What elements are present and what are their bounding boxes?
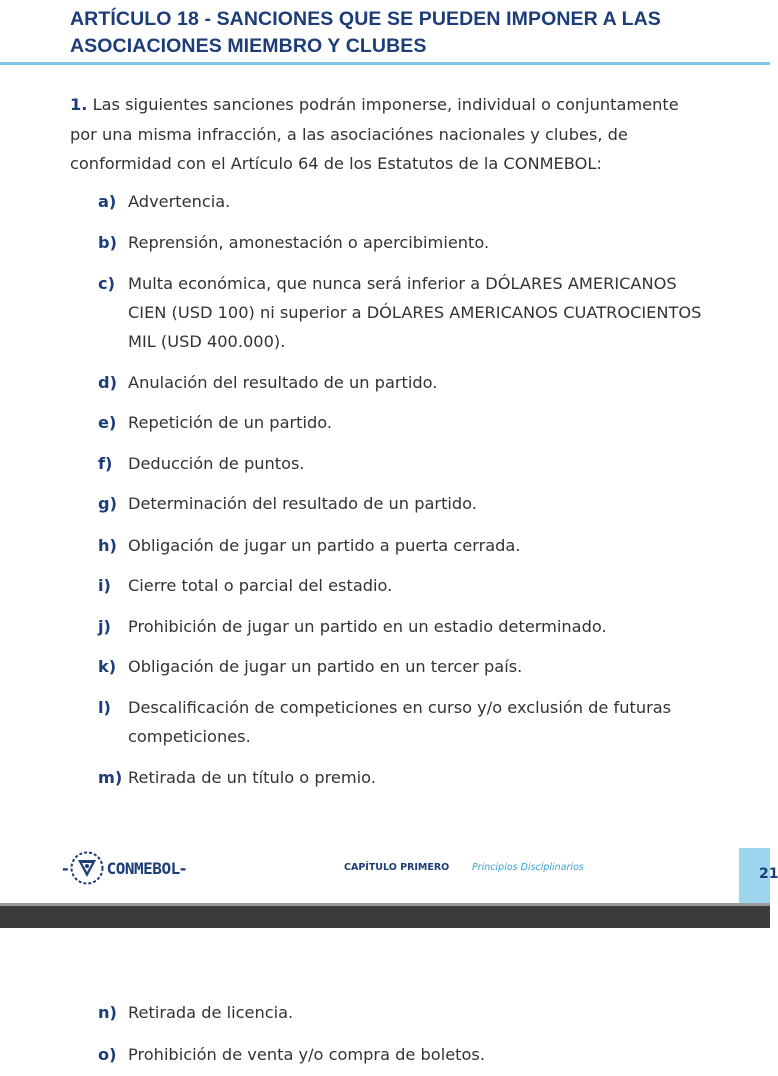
intro-line-1: Las siguientes sanciones podrán imponerse, individual o conjuntamente bbox=[92, 95, 679, 114]
paragraph-number: 1. bbox=[70, 95, 88, 114]
item-letter: o) bbox=[98, 1045, 117, 1064]
page-footer bbox=[0, 840, 778, 910]
item-text: Prohibición de venta y/o compra de boletos. bbox=[128, 1045, 486, 1064]
conmebol-logo-text: CONMEBOL bbox=[106, 858, 180, 878]
item-text: Retirada de un título o premio. bbox=[128, 768, 376, 787]
article-heading-line-2: ASOCIACIONES MIEMBRO Y CLUBES bbox=[70, 35, 427, 57]
item-text: Cierre total o parcial del estadio. bbox=[128, 576, 393, 595]
item-letter: l) bbox=[98, 698, 111, 717]
page-break-bar bbox=[0, 906, 770, 928]
item-text: CIEN (USD 100) ni superior a DÓLARES AMERICANOS CUATROCIENTOS bbox=[128, 303, 702, 322]
item-text: MIL (USD 400.000). bbox=[128, 332, 286, 351]
item-text: competiciones. bbox=[128, 727, 251, 746]
item-text: Retirada de licencia. bbox=[128, 1003, 294, 1022]
page-number-tab bbox=[739, 848, 778, 908]
item-text: Deducción de puntos. bbox=[128, 454, 305, 473]
item-text: Obligación de jugar un partido a puerta cerrada. bbox=[128, 536, 521, 555]
item-text: Obligación de jugar un partido en un tercer país. bbox=[128, 657, 523, 676]
item-letter: f) bbox=[98, 454, 113, 473]
conmebol-emblem-icon bbox=[69, 850, 105, 886]
item-letter: h) bbox=[98, 536, 117, 555]
page-number: 21 bbox=[759, 866, 778, 882]
item-text: Multa económica, que nunca será inferior a DÓLARES AMERICANOS bbox=[128, 274, 677, 293]
item-letter: m) bbox=[98, 768, 123, 787]
item-text: Determinación del resultado de un partido. bbox=[128, 494, 477, 513]
intro-paragraph bbox=[70, 90, 770, 179]
footer-section: Principios Disciplinarios bbox=[472, 862, 584, 873]
item-text: Descalificación de competiciones en curso y/o exclusión de futuras bbox=[128, 698, 672, 717]
item-text: Repetición de un partido. bbox=[128, 413, 333, 432]
item-letter: i) bbox=[98, 576, 111, 595]
item-letter: k) bbox=[98, 657, 117, 676]
item-text: Advertencia. bbox=[128, 192, 231, 211]
item-letter: d) bbox=[98, 373, 117, 392]
footer-chapter: CAPÍTULO PRIMERO bbox=[344, 862, 450, 873]
item-text: Prohibición de jugar un partido en un estadio determinado. bbox=[128, 617, 607, 636]
item-letter: a) bbox=[98, 192, 117, 211]
item-letter: e) bbox=[98, 413, 117, 432]
item-letter: b) bbox=[98, 233, 117, 252]
heading-divider bbox=[0, 62, 770, 65]
item-text: Reprensión, amonestación o apercibimiento. bbox=[128, 233, 490, 252]
intro-line-3: conformidad con el Artículo 64 de los Estatutos de la CONMEBOL: bbox=[70, 154, 602, 173]
article-heading bbox=[70, 6, 770, 60]
item-letter: j) bbox=[98, 617, 111, 636]
article-heading-line-1: ARTÍCULO 18 - SANCIONES QUE SE PUEDEN IMPONER A LAS bbox=[70, 8, 661, 30]
item-letter: c) bbox=[98, 274, 115, 293]
conmebol-logo: - CONMEBOL - bbox=[62, 850, 186, 886]
item-letter: n) bbox=[98, 1003, 117, 1022]
item-text: Anulación del resultado de un partido. bbox=[128, 373, 438, 392]
intro-line-2: por una misma infracción, a las asociaciónes nacionales y clubes, de bbox=[70, 124, 628, 144]
item-letter: g) bbox=[98, 494, 117, 513]
